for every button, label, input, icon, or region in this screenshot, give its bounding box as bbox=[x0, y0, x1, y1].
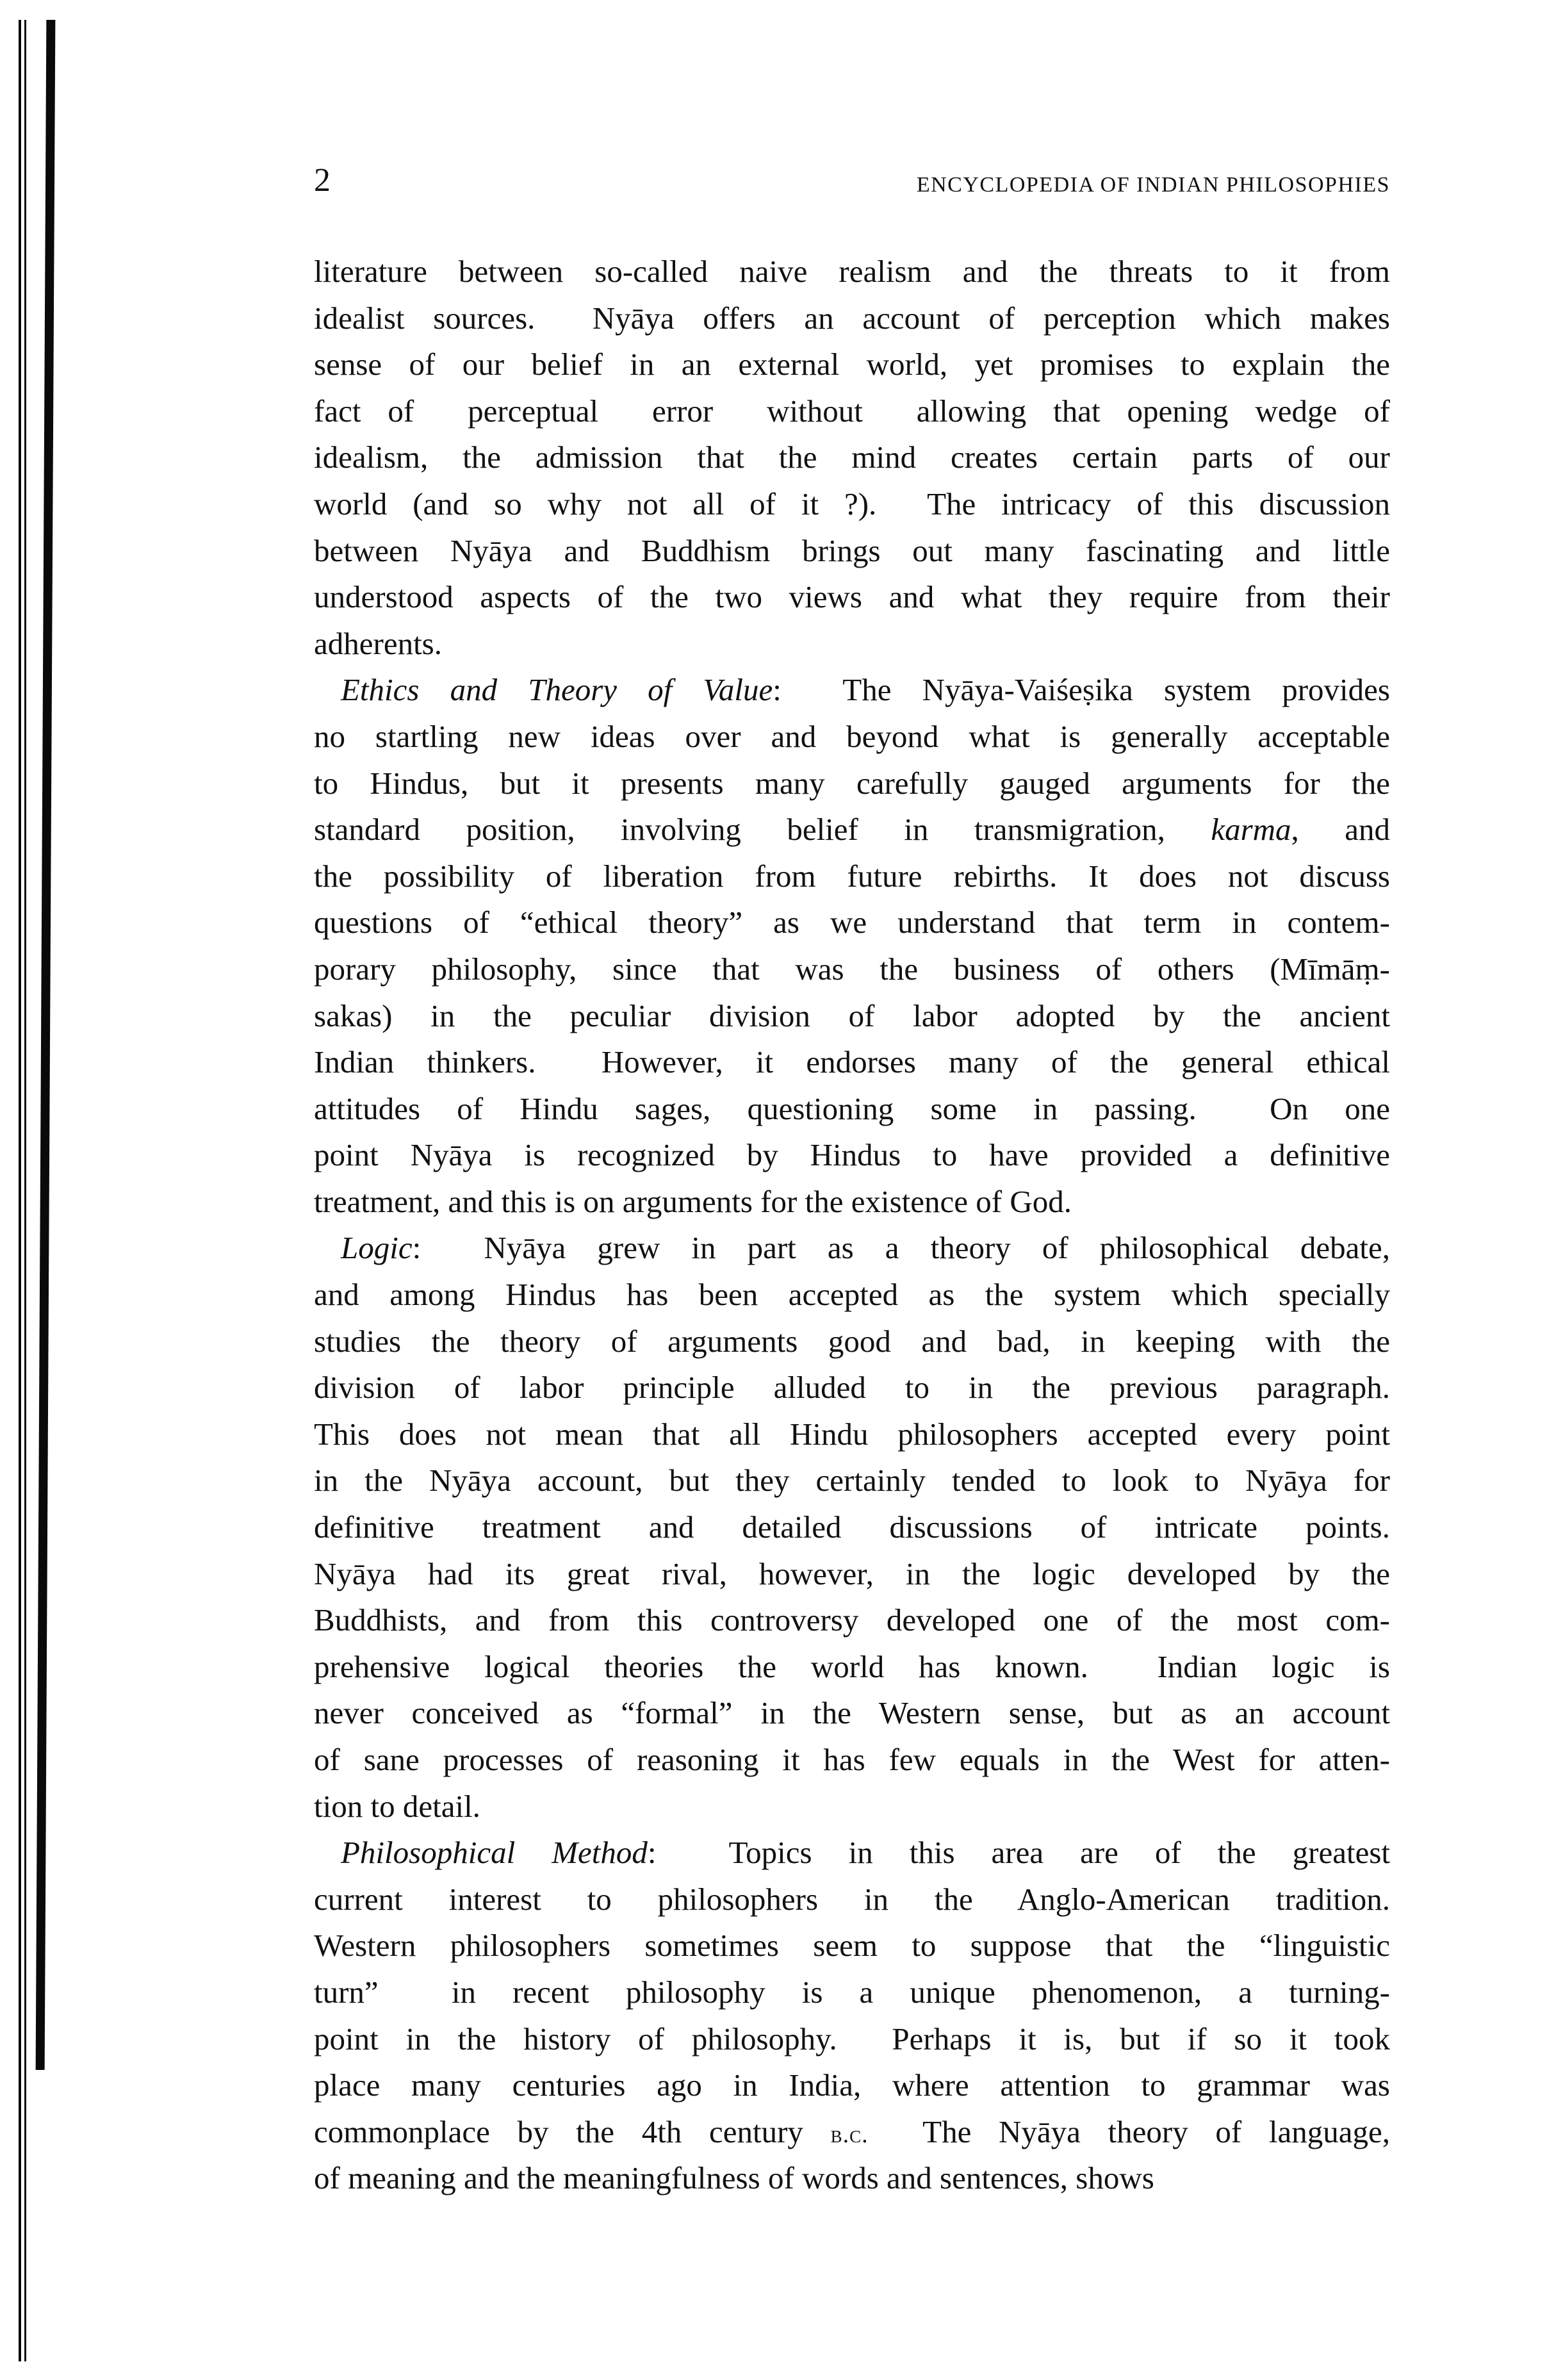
text-segment: Western philosophers sometimes seem to suppose that the “linguistic bbox=[314, 1928, 1390, 1964]
text-segment: commonplace by the 4th century bbox=[314, 2113, 831, 2149]
text-segment: turn” in recent philosophy is a unique phenomenon, a turning- bbox=[314, 1974, 1390, 2010]
paragraph-logic bbox=[314, 1225, 1390, 1830]
text-line bbox=[314, 1597, 1390, 1644]
text-segment: point in the history of philosophy. Perhaps it is, but if so it took bbox=[314, 2021, 1390, 2056]
text-line bbox=[314, 667, 1390, 714]
text-line bbox=[314, 1365, 1390, 1411]
text-segment: , and bbox=[1291, 812, 1390, 848]
text-segment: Indian thinkers. However, it endorses many of the general ethical bbox=[314, 1044, 1390, 1080]
text-segment: : The Nyāya-Vaiśeṣika system provides bbox=[773, 672, 1390, 708]
text-segment: This does not mean that all Hindu philosophers accepted every point bbox=[314, 1416, 1390, 1452]
text-segment: current interest to philosophers in the Anglo-American tradition. bbox=[314, 1881, 1390, 1917]
text-line bbox=[314, 946, 1390, 993]
text-line bbox=[314, 899, 1390, 946]
text-line bbox=[314, 1272, 1390, 1318]
text-segment: never conceived as “formal” in the Western sense, but as an account bbox=[314, 1695, 1390, 1731]
text-segment: in the Nyāya account, but they certainly tended to look to Nyāya for bbox=[314, 1463, 1390, 1498]
text-line bbox=[314, 1690, 1390, 1737]
text-line bbox=[314, 1644, 1390, 1691]
text-segment: of meaning and the meaningfulness of words and sentences, shows bbox=[314, 2160, 1154, 2196]
text-segment: of sane processes of reasoning it has few equals in the West for atten- bbox=[314, 1742, 1390, 1777]
text-segment: definitive treatment and detailed discussions of intricate points. bbox=[314, 1509, 1390, 1545]
text-line bbox=[314, 1504, 1390, 1551]
scan-binding-edge bbox=[36, 20, 56, 2070]
text-segment: and among Hindus has been accepted as the system which specially bbox=[314, 1277, 1390, 1313]
text-segment: understood aspects of the two views and what they require from their bbox=[314, 579, 1390, 615]
text-line bbox=[314, 1830, 1390, 1876]
text-line bbox=[314, 993, 1390, 1040]
text-line bbox=[314, 1225, 1390, 1272]
text-segment: treatment, and this is on arguments for the existence of God. bbox=[314, 1183, 1072, 1219]
text-line bbox=[314, 1179, 1390, 1226]
text-segment: studies the theory of arguments good and bad, in keeping with the bbox=[314, 1323, 1390, 1359]
text-segment: idealism, the admission that the mind creates certain parts of our bbox=[314, 439, 1390, 475]
text-line bbox=[314, 1132, 1390, 1179]
text-segment: Buddhists, and from this controversy developed one of the most com- bbox=[314, 1602, 1390, 1638]
text-segment: to Hindus, but it presents many carefully gauged arguments for the bbox=[314, 765, 1390, 801]
paragraph-intro-continuation bbox=[314, 249, 1390, 667]
italic-term: karma bbox=[1211, 812, 1291, 848]
text-line bbox=[314, 2109, 1390, 2156]
text-line bbox=[314, 1784, 1390, 1830]
text-segment: between Nyāya and Buddhism brings out many fascinating and little bbox=[314, 532, 1390, 568]
small-caps-abbrev: b.c. bbox=[830, 2121, 869, 2148]
text-segment: idealist sources. Nyāya offers an account of perception which makes bbox=[314, 300, 1390, 336]
text-segment: The Nyāya theory of language, bbox=[868, 2113, 1390, 2149]
text-segment: fact of perceptual error without allowing that opening wedge of bbox=[314, 393, 1390, 429]
text-segment: porary philosophy, since that was the business of others (Mīmāṃ- bbox=[314, 951, 1390, 987]
text-line bbox=[314, 807, 1390, 853]
text-line bbox=[314, 1457, 1390, 1504]
section-heading: Philosophical Method bbox=[341, 1835, 648, 1871]
text-segment: place many centuries ago in India, where attention to grammar was bbox=[314, 2067, 1390, 2103]
text-line bbox=[314, 1411, 1390, 1458]
text-segment: tion to detail. bbox=[314, 1788, 480, 1824]
text-segment: no startling new ideas over and beyond what is generally acceptable bbox=[314, 718, 1390, 754]
text-line bbox=[314, 1923, 1390, 1969]
text-segment: point Nyāya is recognized by Hindus to have provided a definitive bbox=[314, 1137, 1390, 1173]
section-heading: Logic bbox=[341, 1230, 413, 1266]
text-line bbox=[314, 1737, 1390, 1784]
text-line bbox=[314, 434, 1390, 481]
text-line bbox=[314, 1318, 1390, 1365]
text-line bbox=[314, 388, 1390, 435]
text-segment: the possibility of liberation from future rebirths. It does not discuss bbox=[314, 858, 1390, 894]
text-line bbox=[314, 2016, 1390, 2063]
running-head-title: ENCYCLOPEDIA OF INDIAN PHILOSOPHIES bbox=[916, 173, 1390, 197]
scan-binding-line bbox=[24, 20, 26, 2361]
text-line bbox=[314, 1086, 1390, 1133]
text-segment: division of labor principle alluded to in the previous paragraph. bbox=[314, 1370, 1390, 1406]
running-head bbox=[314, 161, 1390, 200]
text-line bbox=[314, 2155, 1390, 2202]
text-segment: Nyāya had its great rival, however, in the logic developed by the bbox=[314, 1555, 1390, 1591]
text-line bbox=[314, 1969, 1390, 2016]
body-text bbox=[314, 249, 1390, 2202]
text-line bbox=[314, 295, 1390, 342]
text-segment: sense of our belief in an external world, yet promises to explain the bbox=[314, 347, 1390, 382]
text-segment: questions of “ethical theory” as we understand that term in contem- bbox=[314, 905, 1390, 940]
text-segment: prehensive logical theories the world has known. Indian logic is bbox=[314, 1648, 1390, 1684]
text-line bbox=[314, 621, 1390, 668]
text-line bbox=[314, 341, 1390, 388]
scan-binding-line bbox=[19, 20, 21, 2361]
text-line bbox=[314, 1039, 1390, 1086]
section-heading: Ethics and Theory of Value bbox=[341, 672, 773, 708]
paragraph-ethics bbox=[314, 667, 1390, 1225]
text-segment: : Topics in this area are of the greatest bbox=[647, 1835, 1391, 1871]
text-segment: literature between so-called naive realism and the threats to it from bbox=[314, 254, 1390, 289]
text-line bbox=[314, 1551, 1390, 1598]
text-segment: attitudes of Hindu sages, questioning some in passing. On one bbox=[314, 1090, 1390, 1126]
page-number: 2 bbox=[314, 162, 331, 199]
text-line bbox=[314, 760, 1390, 807]
text-line bbox=[314, 2062, 1390, 2109]
text-line bbox=[314, 1876, 1390, 1923]
text-segment: : Nyāya grew in part as a theory of philosophical debate, bbox=[412, 1230, 1390, 1266]
text-line bbox=[314, 481, 1390, 528]
text-segment: world (and so why not all of it ?). The intricacy of this discussion bbox=[314, 486, 1390, 521]
text-segment: standard position, involving belief in transmigration, bbox=[314, 812, 1211, 848]
text-line bbox=[314, 574, 1390, 621]
text-line bbox=[314, 249, 1390, 295]
paragraph-philosophical-method bbox=[314, 1830, 1390, 2202]
text-line bbox=[314, 853, 1390, 900]
text-line bbox=[314, 714, 1390, 760]
text-line bbox=[314, 528, 1390, 575]
text-segment: adherents. bbox=[314, 625, 442, 661]
text-segment: sakas) in the peculiar division of labor adopted by the ancient bbox=[314, 997, 1390, 1033]
